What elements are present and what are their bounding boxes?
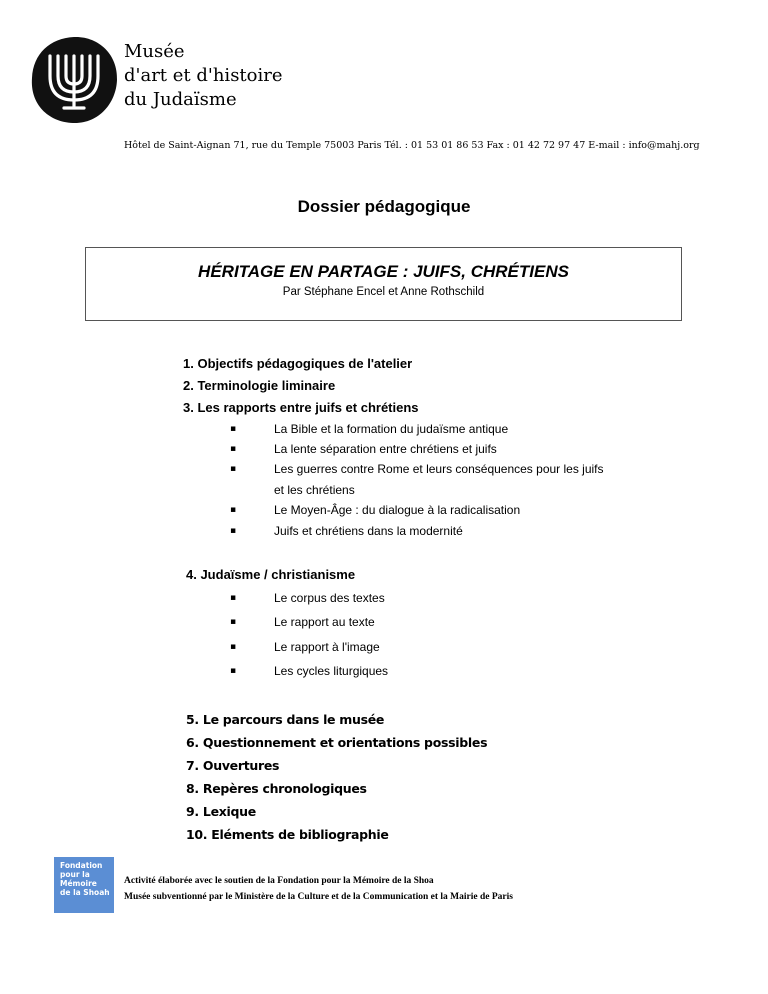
bullet-icon: ▪ [230,464,237,474]
museum-name-line3: du Judaïsme [124,89,237,110]
bullet-icon: ▪ [230,642,237,652]
list-item: Les cycles liturgiques [274,664,389,678]
museum-name-line1: Musée [124,41,185,62]
fms-logo-line2: pour la [60,870,90,879]
fms-logo-line1: Fondation [60,861,103,870]
title-box [85,247,682,321]
list-item: Le rapport à l'image [274,640,380,654]
bullet-icon: ▪ [230,593,237,603]
list-item: Le rapport au texte [274,615,375,629]
list-item: La lente séparation entre chrétiens et juifs [274,442,497,456]
museum-name [124,40,283,112]
footer-support: Activité élaborée avec le soutien de la Fondation pour la Mémoire de la Shoa [124,876,434,886]
section-9: 9. Lexique [186,804,256,819]
bullet-icon: ▪ [230,666,237,676]
fondation-shoah-logo [54,857,114,913]
section-3: 3. Les rapports entre juifs et chrétiens [183,400,419,415]
fms-logo-line3: Mémoire [60,879,97,888]
section-1: 1. Objectifs pédagogiques de l'atelier [183,356,413,371]
section-5: 5. Le parcours dans le musée [186,712,385,727]
bullet-icon: ▪ [230,617,237,627]
section-6: 6. Questionnement et orientations possibles [186,735,488,750]
bullet-icon: ▪ [230,444,237,454]
fms-logo-line4: de la Shoah [60,888,110,897]
bullet-icon: ▪ [230,505,237,515]
list-item: Le corpus des textes [274,591,385,605]
section-2: 2. Terminologie liminaire [183,378,336,393]
list-item: Juifs et chrétiens dans la modernité [274,524,463,538]
list-item: Le Moyen-Âge : du dialogue à la radicalisation [274,503,521,517]
section-10: 10. Eléments de bibliographie [186,827,389,842]
museum-address: Hôtel de Saint-Aignan 71, rue du Temple 75003 Paris Tél. : 01 53 01 86 53 Fax : 01 42 72 97 47 E-mail : info@mahj.org [124,140,700,151]
section-4: 4. Judaïsme / christianisme [186,567,356,582]
authors: Par Stéphane Encel et Anne Rothschild [282,286,485,298]
section-7: 7. Ouvertures [186,758,280,773]
workshop-title: HÉRITAGE EN PARTAGE : JUIFS, CHRÉTIENS [198,262,569,281]
footer-subsidy: Musée subventionné par le Ministère de la Culture et de la Communication et la Mairie de Paris [124,892,513,902]
document-title: Dossier pédagogique [297,197,471,216]
list-item: Les guerres contre Rome et leurs conséquences pour les juifs [274,462,604,476]
list-item: et les chrétiens [274,483,355,497]
museum-name-line2: d'art et d'histoire [124,65,283,86]
museum-logo-icon [28,34,120,126]
bullet-icon: ▪ [230,424,237,434]
section-8: 8. Repères chronologiques [186,781,367,796]
bullet-icon: ▪ [230,526,237,536]
list-item: La Bible et la formation du judaïsme antique [274,422,509,436]
